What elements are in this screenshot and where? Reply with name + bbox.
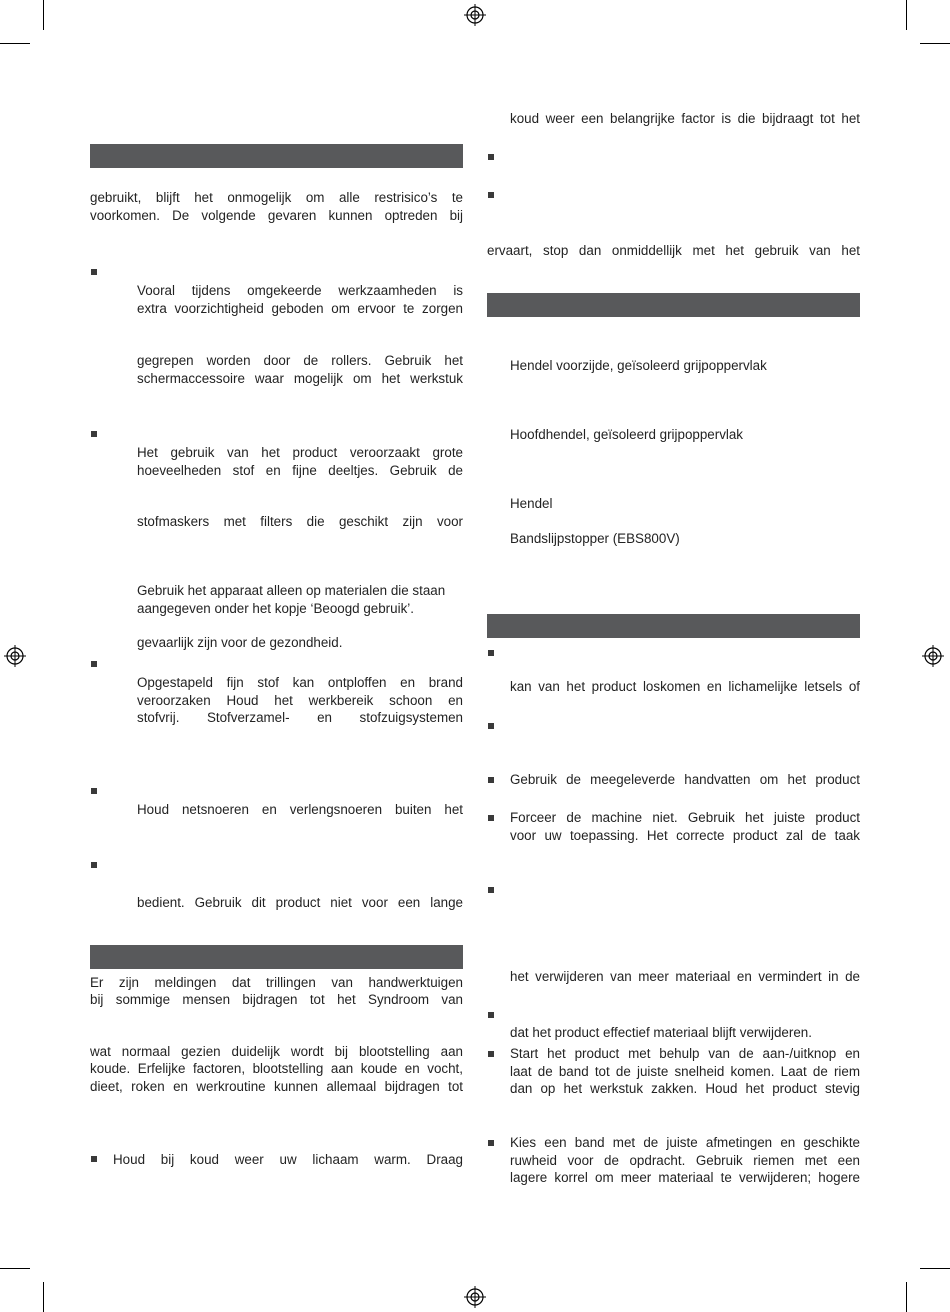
paragraph-line: koude. Erfelijke factoren, blootstelling aan koude en vocht, xyxy=(90,1061,463,1076)
crop-mark xyxy=(920,43,950,44)
list-item-line: laat de band tot de juiste snelheid komen. Laat de riem xyxy=(510,1064,860,1079)
bullet-icon xyxy=(91,661,97,667)
list-item-line: ruwheid voor de opdracht. Gebruik riemen met een xyxy=(510,1153,860,1168)
grip-item-label: Hendel voorzijde, geïsoleerd grijpoppervlak xyxy=(510,358,767,373)
crop-mark xyxy=(920,1268,950,1269)
paragraph-line: Er zijn meldingen dat trillingen van handwerktuigen xyxy=(90,975,463,990)
bullet-icon xyxy=(91,1156,97,1162)
registration-mark-icon xyxy=(464,1286,486,1308)
crop-mark xyxy=(906,1282,907,1312)
crop-mark xyxy=(0,1268,30,1269)
list-item-line: kan van het product loskomen en lichamelijke letsels of xyxy=(510,679,860,694)
bullet-icon xyxy=(488,777,494,783)
list-item-line: Opgestapeld fijn stof kan ontploffen en brand xyxy=(137,675,463,690)
section-header-bar xyxy=(487,293,860,317)
list-item-line: koud weer een belangrijke factor is die bijdraagt tot het xyxy=(510,111,860,126)
list-item-line: Vooral tijdens omgekeerde werkzaamheden is xyxy=(137,283,463,298)
list-item-line: Houd netsnoeren en verlengsnoeren buiten het xyxy=(137,802,463,817)
bullet-icon xyxy=(488,887,494,893)
grip-item-label: Hoofdhendel, geïsoleerd grijpoppervlak xyxy=(510,427,744,442)
paragraph-line: ervaart, stop dan onmiddellijk met het gebruik van het xyxy=(487,243,860,258)
bullet-icon xyxy=(488,1140,494,1146)
grip-item-label: Hendel xyxy=(510,496,553,511)
bullet-icon xyxy=(91,431,97,437)
list-item-line: stofmaskers met filters die geschikt zijn voor xyxy=(137,514,463,529)
list-item-line: het verwijderen van meer materiaal en vermindert in de xyxy=(510,969,860,984)
paragraph-line: bij sommige mensen bijdragen tot het Syndroom van xyxy=(90,992,463,1007)
list-item-line: veroorzaken Houd het werkbereik schoon en xyxy=(137,693,463,708)
crop-mark xyxy=(43,1282,44,1312)
paragraph-line: voorkomen. De volgende gevaren kunnen optreden bij xyxy=(90,208,463,223)
list-item-line: Het gebruik van het product veroorzaakt grote xyxy=(137,445,463,460)
list-item-line: Houd bij koud weer uw lichaam warm. Draag xyxy=(113,1152,463,1167)
bullet-icon xyxy=(488,815,494,821)
paragraph-line: wat normaal gezien duidelijk wordt bij blootstelling aan xyxy=(90,1044,463,1059)
bullet-icon xyxy=(488,192,494,198)
list-item-line: voor uw toepassing. Het correcte product zal de taak xyxy=(510,828,860,843)
list-item-line: Gebruik het apparaat alleen op materialen die staan xyxy=(137,583,446,598)
bullet-icon xyxy=(488,650,494,656)
list-item-line: hoeveelheden stof en fijne deeltjes. Gebruik de xyxy=(137,463,463,478)
paragraph-line: dieet, roken en werkroutine kunnen allemaal bijdragen tot xyxy=(90,1079,463,1094)
list-item-line: gegrepen worden door de rollers. Gebruik het xyxy=(137,353,463,368)
list-item-line: Start het product met behulp van de aan-/uitknop en xyxy=(510,1046,860,1061)
list-item-line: schermaccessoire waar mogelijk om het werkstuk xyxy=(137,371,463,386)
list-item-line: Forceer de machine niet. Gebruik het juiste product xyxy=(510,810,860,825)
list-item-line: bedient. Gebruik dit product niet voor een lange xyxy=(137,895,463,910)
list-item-line: aangegeven onder het kopje ‘Beoogd gebruik’. xyxy=(137,601,414,616)
bullet-icon xyxy=(91,862,97,868)
bullet-icon xyxy=(488,723,494,729)
crop-mark xyxy=(906,0,907,30)
grip-item-label: Bandslijpstopper (EBS800V) xyxy=(510,531,680,546)
list-item-line: stofvrij. Stofverzamel- en stofzuigsystemen xyxy=(137,710,463,725)
list-item-line: Kies een band met de juiste afmetingen en geschikte xyxy=(510,1135,860,1150)
bullet-icon xyxy=(488,154,494,160)
bullet-icon xyxy=(488,1051,494,1057)
section-header-bar xyxy=(90,144,463,168)
bullet-icon xyxy=(91,269,97,275)
section-header-bar xyxy=(90,945,463,969)
registration-mark-icon xyxy=(4,645,26,667)
bullet-icon xyxy=(488,1012,494,1018)
registration-mark-icon xyxy=(922,645,944,667)
crop-mark xyxy=(43,0,44,30)
bullet-icon xyxy=(91,788,97,794)
crop-mark xyxy=(0,43,30,44)
registration-mark-icon xyxy=(464,4,486,26)
list-item-line: extra voorzichtigheid geboden om ervoor te zorgen xyxy=(137,301,463,316)
list-item-line: lagere korrel om meer materiaal te verwijderen; hogere xyxy=(510,1170,860,1185)
list-item-line: dan op het werkstuk zakken. Houd het product stevig xyxy=(510,1081,860,1096)
section-header-bar xyxy=(487,614,860,638)
list-item-line: gevaarlijk zijn voor de gezondheid. xyxy=(137,635,343,650)
list-item-line: Gebruik de meegeleverde handvatten om het product xyxy=(510,772,860,787)
list-item-line: dat het product effectief materiaal blijft verwijderen. xyxy=(510,1025,812,1040)
paragraph-line: gebruikt, blijft het onmogelijk om alle restrisico’s te xyxy=(90,190,463,205)
